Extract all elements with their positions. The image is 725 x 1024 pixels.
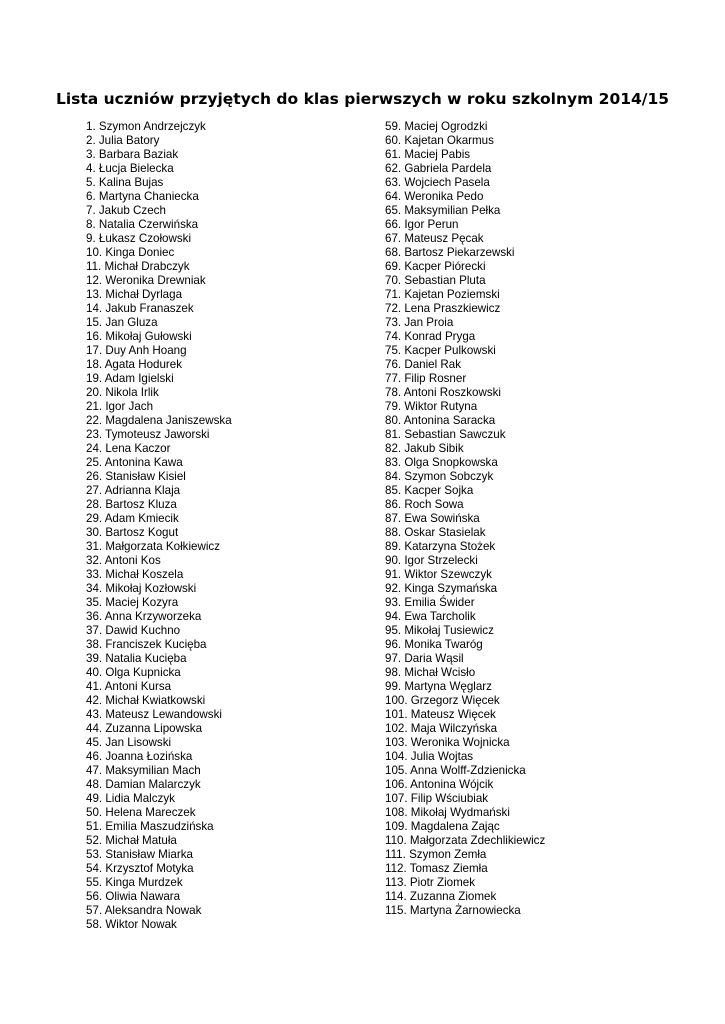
- student-list-item: 70. Sebastian Pluta: [385, 274, 486, 287]
- student-list-item: 7. Jakub Czech: [86, 204, 166, 217]
- student-list-item: 49. Lidia Malczyk: [86, 792, 175, 805]
- student-list-item: 54. Krzysztof Motyka: [86, 862, 194, 875]
- student-list-item: 15. Jan Gluza: [86, 316, 158, 329]
- student-list-item: 82. Jakub Sibik: [385, 442, 464, 455]
- student-list-item: 52. Michał Matuła: [86, 834, 177, 847]
- student-list-item: 39. Natalia Kucięba: [86, 652, 187, 665]
- student-list-item: 74. Konrad Pryga: [385, 330, 476, 343]
- student-list-item: 103. Weronika Wojnicka: [385, 736, 510, 749]
- student-list-item: 86. Roch Sowa: [385, 498, 464, 511]
- student-list-item: 84. Szymon Sobczyk: [385, 470, 494, 483]
- student-list-item: 80. Antonina Saracka: [385, 414, 496, 427]
- student-list-item: 42. Michał Kwiatkowski: [86, 694, 206, 707]
- student-list-item: 24. Lena Kaczor: [86, 442, 171, 455]
- student-list-item: 105. Anna Wolff-Zdzienicka: [385, 764, 526, 777]
- student-list-item: 62. Gabriela Pardela: [385, 162, 492, 175]
- student-list-item: 72. Lena Praszkiewicz: [385, 302, 501, 315]
- student-list-item: 97. Daria Wąsil: [385, 652, 464, 665]
- student-list-item: 51. Emilia Maszudzińska: [86, 820, 214, 833]
- student-list-item: 13. Michał Dyrlaga: [86, 288, 183, 301]
- student-list-item: 34. Mikołaj Kozłowski: [86, 582, 197, 595]
- student-list-item: 106. Antonina Wójcik: [385, 778, 494, 791]
- student-list-item: 101. Mateusz Więcek: [385, 708, 496, 721]
- student-list-item: 79. Wiktor Rutyna: [385, 400, 478, 413]
- student-list-item: 6. Martyna Chaniecka: [86, 190, 199, 203]
- student-list-item: 66. Igor Perun: [385, 218, 459, 231]
- student-list-item: 73. Jan Proia: [385, 316, 454, 329]
- student-list-item: 22. Magdalena Janiszewska: [86, 414, 232, 427]
- student-list-item: 45. Jan Lisowski: [86, 736, 172, 749]
- student-list-item: 43. Mateusz Lewandowski: [86, 708, 222, 721]
- student-list-item: 111. Szymon Zemła: [385, 848, 487, 861]
- student-list-item: 77. Filip Rosner: [385, 372, 467, 385]
- student-list-item: 12. Weronika Drewniak: [86, 274, 206, 287]
- student-list-item: 88. Oskar Stasielak: [385, 526, 486, 539]
- student-list-item: 28. Bartosz Kluza: [86, 498, 177, 511]
- student-list-item: 94. Ewa Tarcholik: [385, 610, 476, 623]
- student-list-item: 75. Kacper Pulkowski: [385, 344, 496, 357]
- student-list-item: 58. Wiktor Nowak: [86, 918, 177, 931]
- student-list-item: 35. Maciej Kozyra: [86, 596, 179, 609]
- student-list-item: 71. Kajetan Poziemski: [385, 288, 500, 301]
- student-list-item: 14. Jakub Franaszek: [86, 302, 194, 315]
- student-list-item: 90. Igor Strzelecki: [385, 554, 478, 567]
- student-list-item: 85. Kacper Sojka: [385, 484, 474, 497]
- student-list-item: 46. Joanna Łozińska: [86, 750, 193, 763]
- student-list-right-column: [385, 120, 545, 918]
- student-list-item: 55. Kinga Murdzek: [86, 876, 183, 889]
- student-list-item: 60. Kajetan Okarmus: [385, 134, 494, 147]
- student-list-item: 96. Monika Twaróg: [385, 638, 483, 651]
- student-list-item: 109. Magdalena Zając: [385, 820, 500, 833]
- student-list-item: 9. Łukasz Czołowski: [86, 232, 192, 245]
- student-list-item: 98. Michał Wcisło: [385, 666, 476, 679]
- student-list-item: 44. Zuzanna Lipowska: [86, 722, 203, 735]
- student-list-item: 65. Maksymilian Pełka: [385, 204, 501, 217]
- student-list-item: 17. Duy Anh Hoang: [86, 344, 187, 357]
- student-list-item: 89. Katarzyna Stożek: [385, 540, 496, 553]
- student-list-item: 67. Mateusz Pęcak: [385, 232, 484, 245]
- student-list-item: 40. Olga Kupnicka: [86, 666, 181, 679]
- student-list-item: 59. Maciej Ogrodzki: [385, 120, 488, 133]
- student-list-item: 87. Ewa Sowińska: [385, 512, 480, 525]
- student-list-item: 4. Łucja Bielecka: [86, 162, 174, 175]
- student-list-item: 115. Martyna Żarnowiecka: [385, 904, 521, 917]
- student-list-item: 27. Adrianna Klaja: [86, 484, 181, 497]
- student-list-item: 95. Mikołaj Tusiewicz: [385, 624, 494, 637]
- student-list-item: 31. Małgorzata Kołkiewicz: [86, 540, 221, 553]
- student-list-item: 21. Igor Jach: [86, 400, 154, 413]
- student-list-left-column: [86, 120, 232, 932]
- student-list-item: 83. Olga Snopkowska: [385, 456, 498, 469]
- student-list-item: 20. Nikola Irlik: [86, 386, 159, 399]
- student-list-item: 69. Kacper Piórecki: [385, 260, 486, 273]
- student-list-item: 32. Antoni Kos: [86, 554, 161, 567]
- student-list-item: 18. Agata Hodurek: [86, 358, 183, 371]
- student-list-item: 33. Michał Koszela: [86, 568, 184, 581]
- student-list-item: 61. Maciej Pabis: [385, 148, 471, 161]
- student-list-item: 63. Wojciech Pasela: [385, 176, 490, 189]
- student-list-item: 53. Stanisław Miarka: [86, 848, 193, 861]
- student-list-item: 78. Antoni Roszkowski: [385, 386, 501, 399]
- student-list-item: 11. Michał Drabczyk: [86, 260, 190, 273]
- student-list-item: 99. Martyna Węglarz: [385, 680, 492, 693]
- student-list-item: 26. Stanisław Kisiel: [86, 470, 186, 483]
- student-list-item: 104. Julia Wojtas: [385, 750, 474, 763]
- student-list-item: 102. Maja Wilczyńska: [385, 722, 498, 735]
- student-list-item: 41. Antoni Kursa: [86, 680, 172, 693]
- student-list-item: 50. Helena Mareczek: [86, 806, 196, 819]
- student-list-item: 112. Tomasz Ziemła: [385, 862, 488, 875]
- student-list-item: 81. Sebastian Sawczuk: [385, 428, 506, 441]
- student-list-item: 68. Bartosz Piekarzewski: [385, 246, 515, 259]
- student-list-item: 91. Wiktor Szewczyk: [385, 568, 492, 581]
- student-list-item: 30. Bartosz Kogut: [86, 526, 179, 539]
- student-list-item: 29. Adam Kmiecik: [86, 512, 179, 525]
- student-list-item: 100. Grzegorz Więcek: [385, 694, 500, 707]
- student-list-item: 1. Szymon Andrzejczyk: [86, 120, 206, 133]
- student-list-item: 113. Piotr Ziomek: [385, 876, 475, 889]
- student-list-item: 3. Barbara Baziak: [86, 148, 179, 161]
- student-list-item: 19. Adam Igielski: [86, 372, 174, 385]
- student-list-item: 5. Kalina Bujas: [86, 176, 164, 189]
- student-list-item: 76. Daniel Rak: [385, 358, 462, 371]
- student-list-item: 56. Oliwia Nawara: [86, 890, 181, 903]
- student-list-item: 36. Anna Krzyworzeka: [86, 610, 202, 623]
- student-list-item: 47. Maksymilian Mach: [86, 764, 201, 777]
- student-list-item: 10. Kinga Doniec: [86, 246, 175, 259]
- student-list-item: 25. Antonina Kawa: [86, 456, 183, 469]
- page-title: Lista uczniów przyjętych do klas pierwszych w roku szkolnym 2014/15: [55, 90, 670, 108]
- student-list-item: 110. Małgorzata Zdechlikiewicz: [385, 834, 546, 847]
- student-list-item: 107. Filip Wściubiak: [385, 792, 489, 805]
- student-list-item: 114. Zuzanna Ziomek: [385, 890, 497, 903]
- student-list-item: 38. Franciszek Kucięba: [86, 638, 207, 651]
- student-list-item: 48. Damian Malarczyk: [86, 778, 201, 791]
- student-list-item: 108. Mikołaj Wydmański: [385, 806, 510, 819]
- student-list-item: 16. Mikołaj Gułowski: [86, 330, 192, 343]
- student-list-item: 8. Natalia Czerwińska: [86, 218, 199, 231]
- student-list-item: 23. Tymoteusz Jaworski: [86, 428, 210, 441]
- student-list-item: 57. Aleksandra Nowak: [86, 904, 202, 917]
- student-list-item: 37. Dawid Kuchno: [86, 624, 181, 637]
- student-list-item: 93. Emilia Świder: [385, 596, 475, 609]
- student-list-item: 92. Kinga Szymańska: [385, 582, 498, 595]
- student-list-item: 64. Weronika Pedo: [385, 190, 484, 203]
- student-list-item: 2. Julia Batory: [86, 134, 160, 147]
